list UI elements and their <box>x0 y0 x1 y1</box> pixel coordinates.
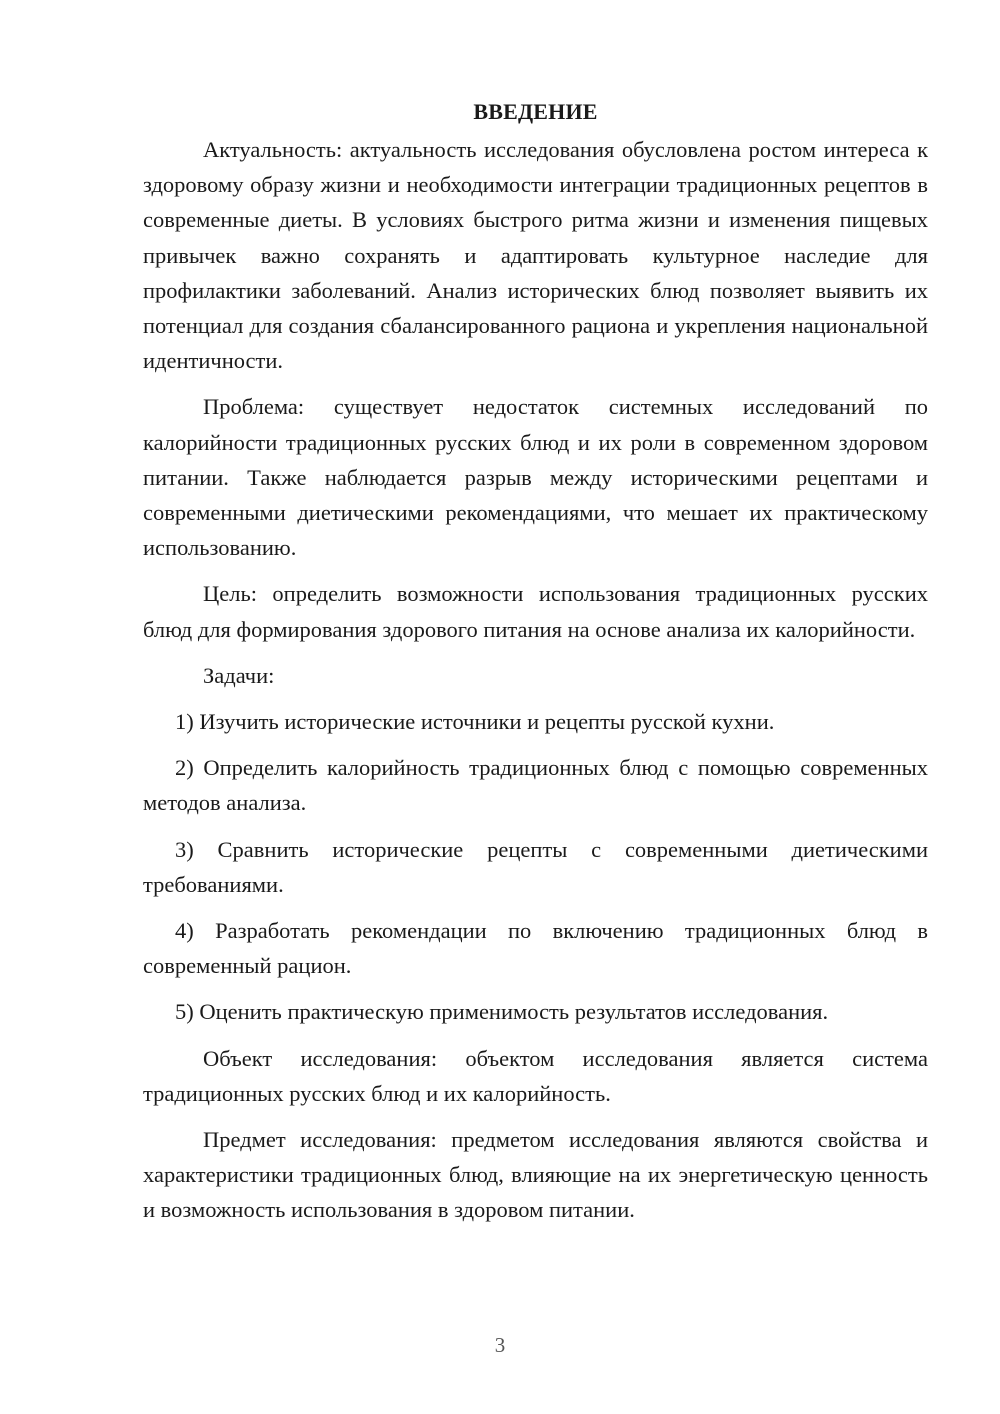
task-item: 1) Изучить исторические источники и рецепты русской кухни. <box>175 709 775 735</box>
task-item: 5) Оценить практическую применимость результатов исследования. <box>175 999 829 1025</box>
task-item: 3) Сравнить исторические рецепты с современными диетическими требованиями. <box>143 836 928 897</box>
tasks-heading: Задачи: <box>203 662 275 688</box>
page-number: 3 <box>494 1333 506 1357</box>
task-item: 4) Разработать рекомендации по включению традиционных блюд в современный рацион. <box>143 918 928 979</box>
object-paragraph: Объект исследования: объектом исследования является система традиционных русских блюд и их калорийность. <box>143 1045 928 1106</box>
goal-paragraph: Цель: определить возможности использования традиционных русских блюд для формирования здорового питания на основе анализа их калорийности. <box>143 581 928 642</box>
document-page <box>143 92 928 1239</box>
subject-paragraph: Предмет исследования: предметом исследования являются свойства и характеристики традиционных блюд, влияющие на их энергетическую ценность и возможность использования в здоровом питании. <box>143 1127 928 1223</box>
problem-paragraph: Проблема: существует недостаток системных исследований по калорийности традиционных русских блюд и их роли в современном здоровом питании. Также наблюдается разрыв между историческими рецептами и современными диетическими рекомендациями, что мешает их практическому использованию. <box>143 394 928 561</box>
section-title: ВВЕДЕНИЕ <box>473 99 598 124</box>
task-item: 2) Определить калорийность традиционных блюд с помощью современных методов анализа. <box>143 755 928 816</box>
relevance-paragraph: Актуальность: актуальность исследования обусловлена ростом интереса к здоровому образу жизни и необходимости интеграции традиционных рецептов в современные диеты. В условиях быстрого ритма жизни и изменения пищевых привычек важно сохранять и адаптировать культурное наследие для профилактики заболеваний. Анализ исторических блюд позволяет выявить их потенциал для создания сбалансированного рациона и укрепления национальной идентичности. <box>143 137 928 374</box>
